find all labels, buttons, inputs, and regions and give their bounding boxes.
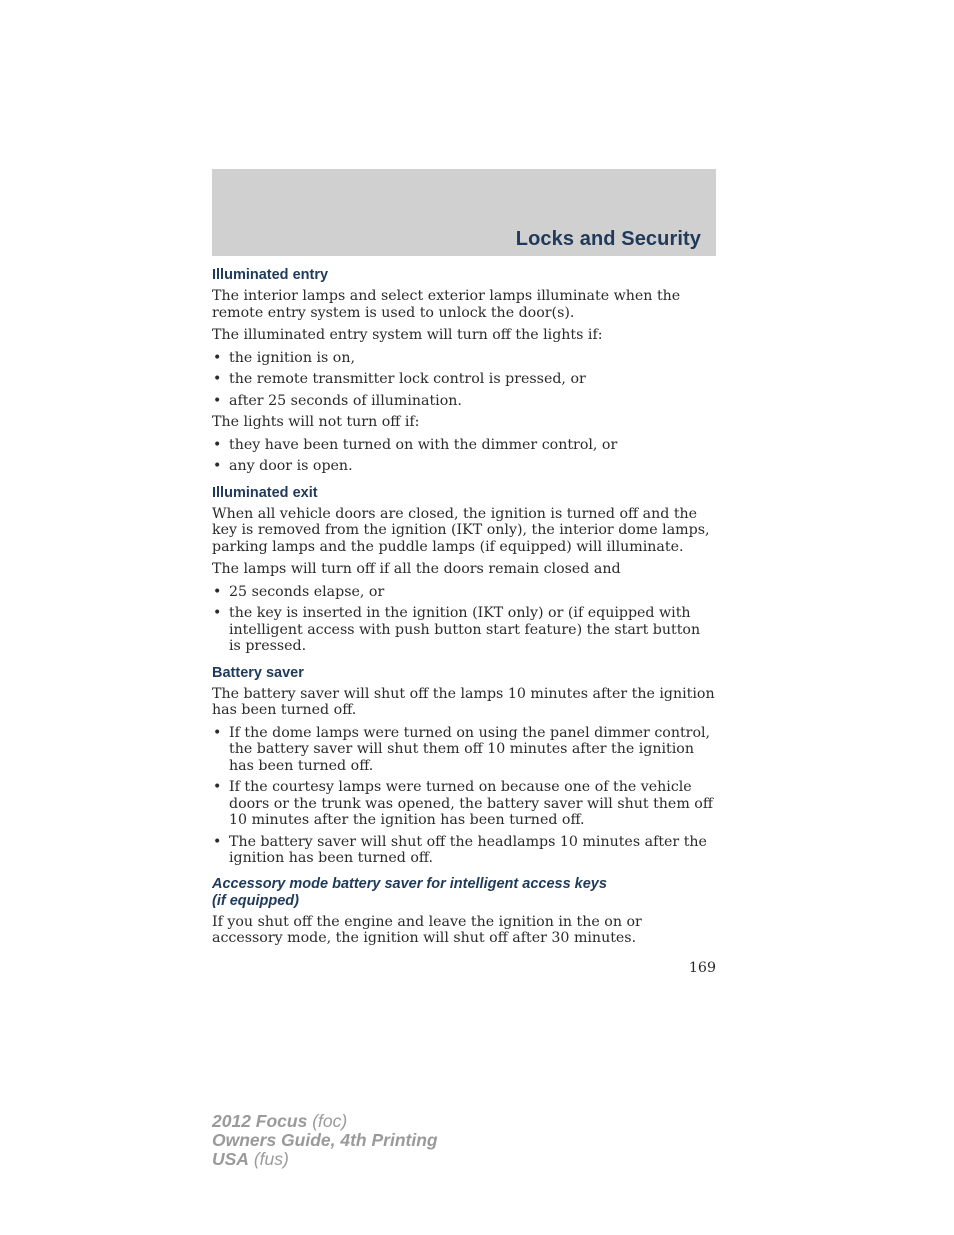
chapter-title: Locks and Security (515, 228, 701, 250)
paragraph: The lamps will turn off if all the doors remain closed and (212, 561, 621, 577)
list-item: • The battery saver will shut off the headlamps 10 minutes after the ignition has been turned off. (212, 834, 716, 867)
list-item: • the key is inserted in the ignition (IKT only) or (if equipped with intelligent access with push button start feature) the start button is pressed. (212, 605, 716, 655)
paragraph: When all vehicle doors are closed, the ignition is turned off and the key is removed from the ignition (IKT only), the interior dome lamps, parking lamps and the puddle lamps (if equipped) will illuminate. (212, 505, 710, 555)
heading-line: Accessory mode battery saver for intelligent access keys (212, 875, 607, 892)
section-heading-illuminated-exit: Illuminated exit (212, 484, 318, 501)
paragraph: If you shut off the engine and leave the ignition in the on or accessory mode, the ignition will shut off after 30 minutes. (212, 913, 642, 946)
paragraph: The illuminated entry system will turn off the lights if: (212, 327, 603, 343)
bullet-list (212, 350, 716, 410)
bullet-list (212, 437, 716, 475)
section-heading-illuminated-entry: Illuminated entry (212, 267, 329, 283)
footer-model: 2012 Focus (212, 1111, 308, 1131)
list-item: • any door is open. (212, 458, 716, 475)
section-heading-battery-saver: Battery saver (212, 664, 304, 681)
list-item: • If the courtesy lamps were turned on because one of the vehicle doors or the trunk was opened, the battery saver will shut them off 10 minutes after the ignition has been turned off. (212, 779, 716, 829)
footer-market-code: (fus) (248, 1149, 289, 1169)
paragraph: The lights will not turn off if: (212, 414, 420, 430)
heading-line: (if equipped) (212, 892, 299, 909)
footer-market: USA (212, 1149, 249, 1169)
chapter-header (212, 169, 716, 256)
bullet-list (212, 584, 716, 655)
list-item: • the remote transmitter lock control is pressed, or (212, 371, 716, 388)
page-content (212, 266, 716, 953)
paragraph: The battery saver will shut off the lamps 10 minutes after the ignition has been turned off. (212, 685, 715, 718)
bullet-list (212, 725, 716, 867)
list-item: • If the dome lamps were turned on using the panel dimmer control, the battery saver will shut them off 10 minutes after the ignition has been turned off. (212, 725, 716, 775)
page-number: 169 (688, 960, 716, 976)
footer-model-code: (foc) (307, 1111, 348, 1131)
list-item: • after 25 seconds of illumination. (212, 393, 716, 410)
paragraph: The interior lamps and select exterior lamps illuminate when the remote entry system is used to unlock the door(s). (212, 288, 681, 321)
footer-line-model (212, 1112, 438, 1131)
list-item: • the ignition is on, (212, 350, 716, 367)
footer-line-market (212, 1150, 438, 1169)
list-item: • they have been turned on with the dimmer control, or (212, 437, 716, 454)
footer-imprint (212, 1112, 438, 1169)
section-heading-accessory-mode (212, 876, 716, 910)
list-item: • 25 seconds elapse, or (212, 584, 716, 601)
footer-line-guide: Owners Guide, 4th Printing (212, 1130, 438, 1150)
